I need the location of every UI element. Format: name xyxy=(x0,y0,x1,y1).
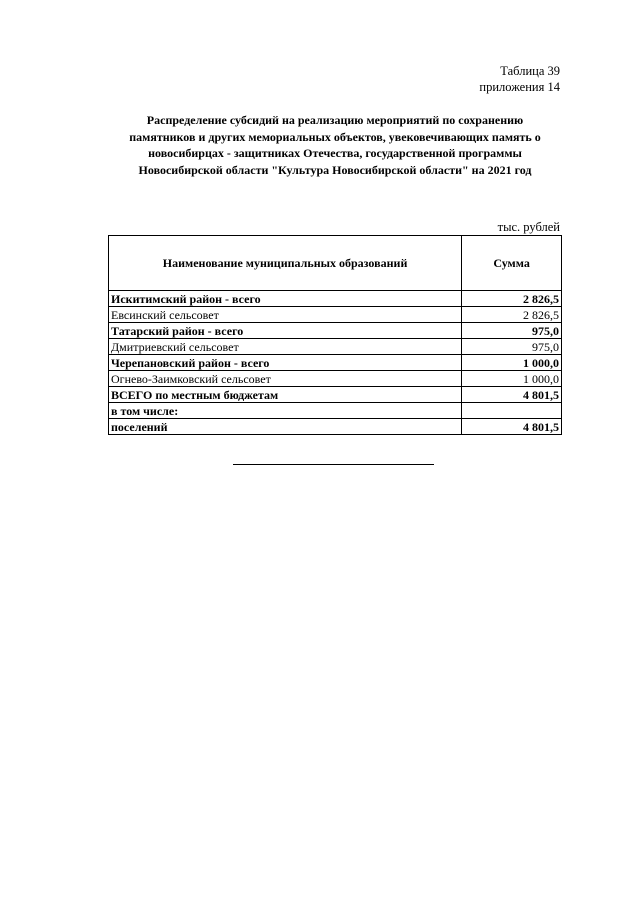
municipality-name: Черепановский район - всего xyxy=(109,355,462,371)
subsidy-amount: 2 826,5 xyxy=(462,291,562,307)
title-line: Новосибирской области "Культура Новосибирской области" на 2021 год xyxy=(138,162,532,177)
table-row xyxy=(109,403,562,419)
document-title xyxy=(100,112,570,178)
municipality-name: в том числе: xyxy=(109,403,462,419)
subsidy-amount xyxy=(462,403,562,419)
column-header-sum: Сумма xyxy=(462,236,562,291)
table-row xyxy=(109,307,562,323)
document-header xyxy=(479,63,560,95)
subsidy-amount: 1 000,0 xyxy=(462,355,562,371)
municipality-name: Огнево-Заимковский сельсовет xyxy=(109,371,462,387)
municipality-name: ВСЕГО по местным бюджетам xyxy=(109,387,462,403)
table-header-row xyxy=(109,236,562,291)
municipality-name: Евсинский сельсовет xyxy=(109,307,462,323)
appendix-reference: приложения 14 xyxy=(479,80,560,94)
table-row xyxy=(109,371,562,387)
municipality-name: поселений xyxy=(109,419,462,435)
table-number: Таблица 39 xyxy=(500,64,560,78)
municipality-name: Дмитриевский сельсовет xyxy=(109,339,462,355)
subsidy-table xyxy=(108,235,562,435)
subsidy-amount: 4 801,5 xyxy=(462,419,562,435)
table-row xyxy=(109,355,562,371)
column-header-name: Наименование муниципальных образований xyxy=(109,236,462,291)
table-row xyxy=(109,339,562,355)
table-row xyxy=(109,323,562,339)
title-line: памятников и других мемориальных объектов, увековечивающих память о xyxy=(129,129,541,144)
table-row xyxy=(109,387,562,403)
table-row xyxy=(109,291,562,307)
municipality-name: Искитимский район - всего xyxy=(109,291,462,307)
table-row xyxy=(109,419,562,435)
title-line: новосибирцах - защитниках Отечества, государственной программы xyxy=(148,146,522,160)
municipality-name: Татарский район - всего xyxy=(109,323,462,339)
subsidy-amount: 975,0 xyxy=(462,323,562,339)
subsidy-amount: 975,0 xyxy=(462,339,562,355)
subsidy-amount: 4 801,5 xyxy=(462,387,562,403)
subsidy-amount: 2 826,5 xyxy=(462,307,562,323)
units-label: тыс. рублей xyxy=(497,220,560,234)
title-line: Распределение субсидий на реализацию мероприятий по сохранению xyxy=(146,113,524,127)
subsidy-amount: 1 000,0 xyxy=(462,371,562,387)
footer-divider xyxy=(233,464,434,465)
